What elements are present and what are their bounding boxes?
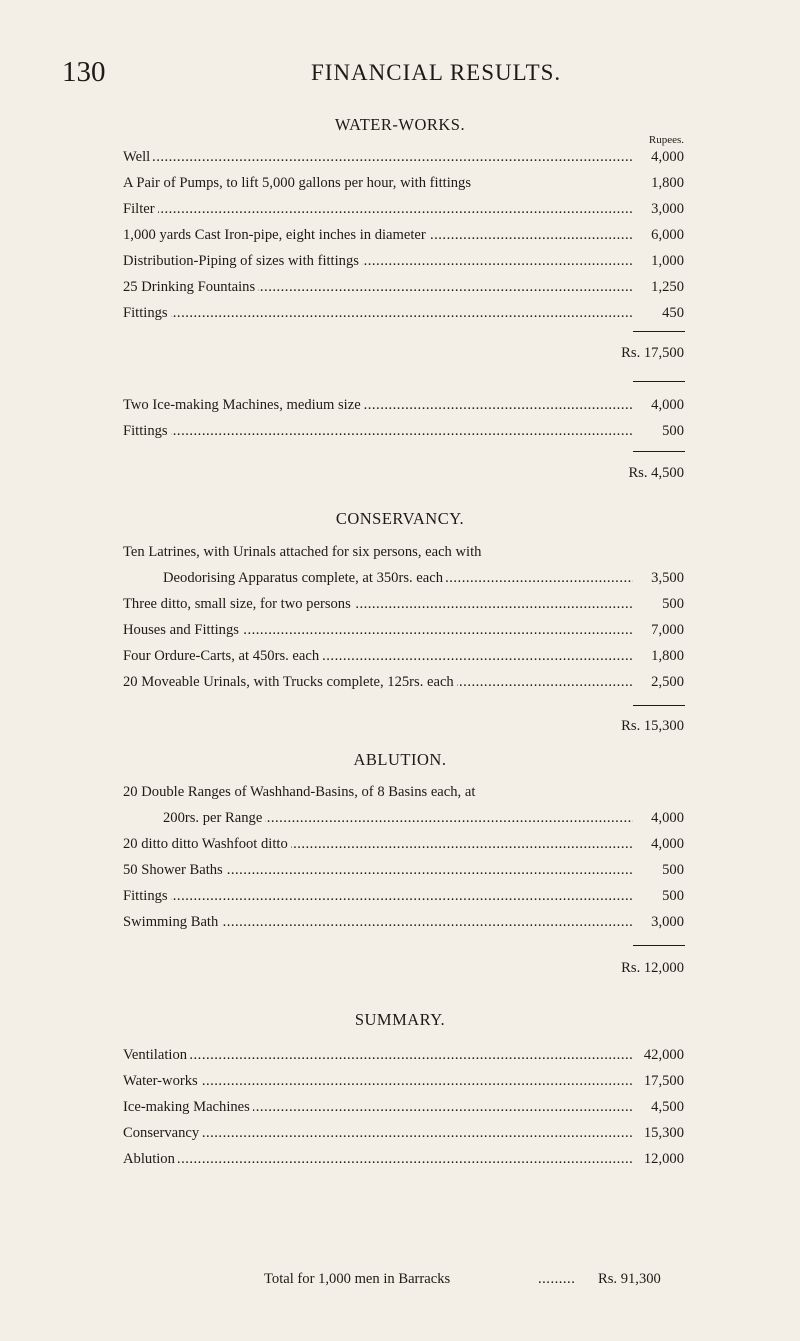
item-amount: 1,000 xyxy=(651,253,684,269)
item-label: Ablution xyxy=(123,1151,178,1167)
item-amount: 500 xyxy=(662,423,684,439)
ledger-row xyxy=(0,833,800,855)
ledger-row xyxy=(0,1044,800,1066)
item-amount: 3,000 xyxy=(651,914,684,930)
item-amount: 1,800 xyxy=(651,175,684,191)
grand-total-line xyxy=(0,1271,800,1293)
ledger-row xyxy=(0,198,800,220)
ablution-total: Rs. 12,000 xyxy=(621,960,684,976)
item-amount: 500 xyxy=(662,888,684,904)
item-amount: 4,000 xyxy=(651,397,684,413)
item-label: Distribution-Piping of sizes with fittings xyxy=(123,253,362,269)
ice-making-total: Rs. 4,500 xyxy=(628,465,684,481)
item-label: Deodorising Apparatus complete, at 350rs. each xyxy=(163,570,446,586)
item-label: 50 Shower Baths xyxy=(123,862,226,878)
rupees-column-label: Rupees. xyxy=(648,134,684,146)
ledger-row xyxy=(0,859,800,881)
ledger-row xyxy=(0,224,800,246)
total-rule xyxy=(633,451,685,452)
item-amount: 7,000 xyxy=(651,622,684,638)
item-label: 1,000 yards Cast Iron-pipe, eight inches in diameter xyxy=(123,227,429,243)
item-label: Fittings xyxy=(123,888,171,904)
item-amount: 3,000 xyxy=(651,201,684,217)
item-label: 20 ditto ditto Washfoot ditto xyxy=(123,836,291,852)
ledger-row xyxy=(0,619,800,641)
ledger-row xyxy=(0,1070,800,1092)
item-amount: 1,250 xyxy=(651,279,684,295)
ledger-row xyxy=(0,781,800,803)
item-label: Conservancy xyxy=(123,1125,202,1141)
item-label: 200rs. per Range xyxy=(163,810,265,826)
item-label: Three ditto, small size, for two persons xyxy=(123,596,354,612)
item-label: Fittings xyxy=(123,305,171,321)
grand-total-amount: Rs. 91,300 xyxy=(598,1271,661,1287)
ledger-row xyxy=(0,1122,800,1144)
item-amount: 42,000 xyxy=(643,1047,684,1063)
ledger-row xyxy=(0,593,800,615)
ledger-row xyxy=(0,807,800,829)
running-title: FINANCIAL RESULTS. xyxy=(311,60,562,85)
ledger-row xyxy=(0,645,800,667)
section-rule xyxy=(633,381,685,382)
water-works-title: WATER-WORKS. xyxy=(334,115,466,134)
item-amount: 4,000 xyxy=(651,836,684,852)
item-amount: 4,000 xyxy=(651,149,684,165)
item-label: Ten Latrines, with Urinals attached for six persons, each with xyxy=(123,544,484,560)
item-label: A Pair of Pumps, to lift 5,000 gallons per hour, with fittings xyxy=(123,175,474,191)
item-label: Filter xyxy=(123,201,158,217)
ledger-row xyxy=(0,1096,800,1118)
summary-title: SUMMARY. xyxy=(354,1010,446,1029)
ledger-row xyxy=(0,911,800,933)
item-label: 20 Moveable Urinals, with Trucks complete, 125rs. each xyxy=(123,674,457,690)
item-amount: 1,800 xyxy=(651,648,684,664)
item-label: Ventilation xyxy=(123,1047,190,1063)
item-amount: 17,500 xyxy=(643,1073,684,1089)
item-amount: 6,000 xyxy=(651,227,684,243)
item-amount: 500 xyxy=(662,862,684,878)
total-rule xyxy=(633,705,685,706)
ledger-row xyxy=(0,885,800,907)
item-amount: 3,500 xyxy=(651,570,684,586)
grand-total-label: Total for 1,000 men in Barracks xyxy=(264,1271,451,1287)
ledger-row xyxy=(0,1148,800,1170)
ledger-row xyxy=(0,671,800,693)
item-amount: 4,500 xyxy=(651,1099,684,1115)
item-label: Four Ordure-Carts, at 450rs. each xyxy=(123,648,322,664)
ablution-title: ABLUTION. xyxy=(353,750,447,769)
item-amount: 2,500 xyxy=(651,674,684,690)
item-label: Two Ice-making Machines, medium size xyxy=(123,397,364,413)
item-amount: 15,300 xyxy=(643,1125,684,1141)
ledger-row xyxy=(0,276,800,298)
ledger-row xyxy=(0,250,800,272)
page-header xyxy=(0,56,800,88)
item-label: Water-works xyxy=(123,1073,201,1089)
ledger-row xyxy=(0,302,800,324)
total-rule xyxy=(633,945,685,946)
item-label: Fittings xyxy=(123,423,171,439)
item-label: Swimming Bath xyxy=(123,914,221,930)
item-label: Well xyxy=(123,149,153,165)
item-amount: 450 xyxy=(662,305,684,321)
ledger-row xyxy=(0,394,800,416)
water-works-total: Rs. 17,500 xyxy=(621,345,684,361)
item-amount: 12,000 xyxy=(643,1151,684,1167)
item-label: Ice-making Machines xyxy=(123,1099,253,1115)
total-rule xyxy=(633,331,685,332)
item-label: Houses and Fittings xyxy=(123,622,242,638)
conservancy-total: Rs. 15,300 xyxy=(621,718,684,734)
page-number: 130 xyxy=(62,56,106,88)
ledger-row xyxy=(0,420,800,442)
grand-total-leader: ......... xyxy=(538,1271,576,1287)
ledger-row xyxy=(0,146,800,168)
conservancy-title: CONSERVANCY. xyxy=(335,509,465,528)
item-label: 20 Double Ranges of Washhand-Basins, of 8 Basins each, at xyxy=(123,784,478,800)
ledger-row xyxy=(0,172,800,194)
ledger-row xyxy=(0,567,800,589)
item-amount: 4,000 xyxy=(651,810,684,826)
item-amount: 500 xyxy=(662,596,684,612)
ledger-row xyxy=(0,541,800,563)
item-label: 25 Drinking Fountains xyxy=(123,279,258,295)
